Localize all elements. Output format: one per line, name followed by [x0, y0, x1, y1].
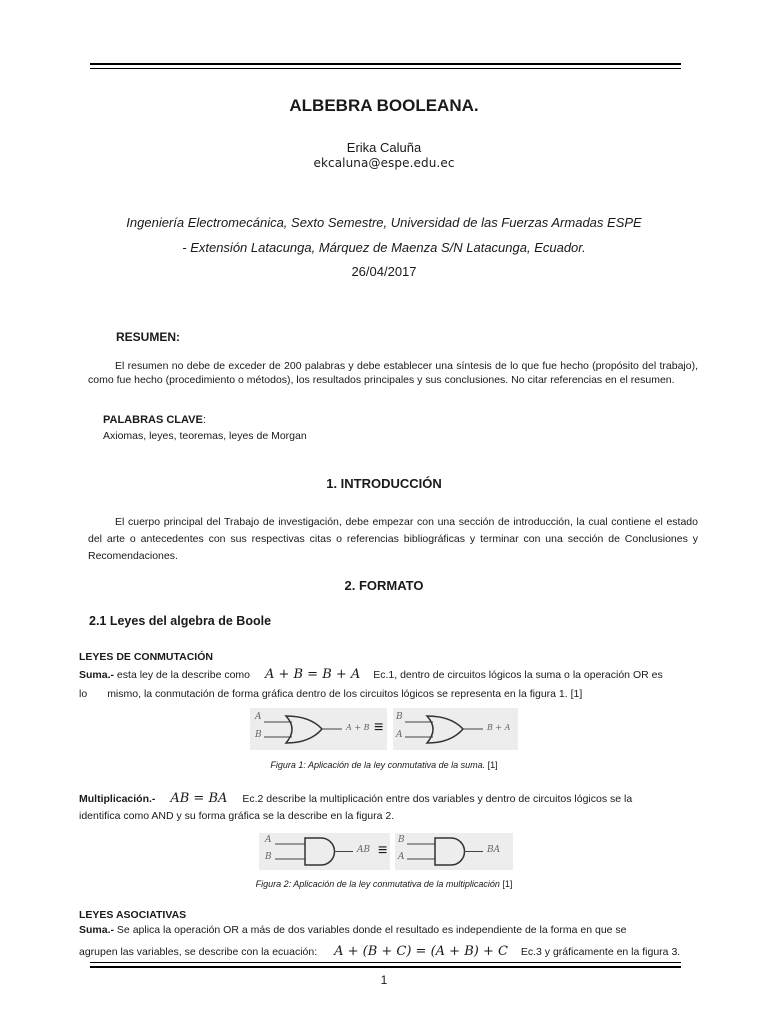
affiliation-line-1: Ingeniería Electromecánica, Sexto Semestre, Universidad de las Fuerzas Armadas ESPE: [126, 215, 642, 230]
suma-line-2b: mismo, la conmutación de forma gráfica dentro de los circuitos lógicos se representa en la figura 1. [1]: [107, 688, 583, 700]
fig1-left-in-b: B: [255, 730, 262, 740]
resumen-text: El resumen no debe de exceder de 200 palabras y debe establecer una síntesis de lo que fue hecho (propósito del trabajo), como fue hecho (procedimiento o métodos), los resultados principales y sus conclusiones. No citar referencias en el resumen.: [88, 360, 698, 386]
keywords-label: [103, 414, 206, 426]
keywords-value: Axiomas, leyes, teoremas, leyes de Morgan: [103, 430, 307, 442]
figure-1-right-gate: [393, 708, 518, 750]
asoc-suma-label: Suma.-: [79, 924, 115, 936]
and-gate-icon: [259, 833, 390, 870]
mult-text-1: Ec.2 describe la multiplicación entre dos variables y dentro de circuitos lógicos se la: [242, 793, 633, 805]
fig2-right-in-a: B: [398, 835, 405, 845]
paper-title: ALBEBRA BOOLEANA.: [289, 96, 479, 115]
asoc-suma-line-2: [79, 944, 680, 959]
asoc-suma-line-2b: Ec.3 y gráficamente en la figura 3.: [520, 946, 681, 958]
fig2-left-in-b: B: [265, 852, 272, 862]
fig1-right-out: B + A: [487, 723, 511, 732]
intro-text: El cuerpo principal del Trabajo de investigación, debe empezar con una sección de introducción, la cual contiene el estado del arte o antecedentes con sus respectivas citas o referencias bibliográficas y terminar con una sección de Conclusiones y Recomendaciones.: [88, 516, 698, 562]
affiliation-line-2: - Extensión Latacunga, Márquez de Maenza S/N Latacunga, Ecuador.: [182, 240, 586, 255]
asoc-suma-line-1: [79, 924, 627, 936]
fig2-right-out: BA: [487, 845, 501, 855]
fig1-equiv: ≡: [374, 719, 384, 736]
resumen-heading: RESUMEN:: [116, 330, 181, 344]
top-rule-thick: [90, 63, 681, 65]
intro-heading: 1. INTRODUCCIÓN: [326, 476, 442, 491]
figure-1-ref: [1]: [485, 760, 498, 770]
author-name: Erika Caluña: [346, 140, 422, 155]
suma-line-2: [79, 688, 582, 700]
fig1-right-in-b: A: [396, 730, 403, 740]
bottom-rule-thick: [90, 966, 681, 968]
page-number: 1: [380, 973, 388, 987]
bottom-rule-thin: [90, 962, 681, 963]
suma-line-2a: lo: [79, 688, 88, 700]
conmutacion-heading: LEYES DE CONMUTACIÓN: [79, 651, 213, 663]
equation-3: A + (B + C) = (A + B) + C: [334, 944, 508, 959]
fig2-left-out: AB: [357, 845, 371, 855]
figure-2-caption: [0, 879, 768, 889]
suma-text-2: Ec.1, dentro de circuitos lógicos la suma o la operación OR es: [373, 669, 663, 681]
mult-label: Multiplicación.-: [79, 793, 156, 805]
fig1-right-in-a: B: [396, 712, 403, 722]
asociativas-heading: LEYES ASOCIATIVAS: [79, 909, 187, 921]
suma-text-1: esta ley de la describe como: [114, 669, 251, 681]
figure-1-caption-text: Figura 1: Aplicación de la ley conmutativa de la suma.: [270, 760, 486, 770]
figure-1-caption: [0, 760, 768, 770]
figure-2-ref: [1]: [499, 879, 513, 889]
figure-2-left-gate: [259, 833, 390, 870]
fig1-left-in-a: A: [255, 712, 262, 722]
figure-2-right-gate: [395, 833, 513, 870]
suma-line-1: [79, 667, 663, 682]
fig1-left-out: A + B: [346, 723, 370, 732]
equation-1: A + B = B + A: [264, 667, 361, 682]
fig2-right-in-b: A: [398, 852, 405, 862]
figure-1-left-gate: [250, 708, 387, 750]
figure-2-caption-text: Figura 2: Aplicación de la ley conmutativa de la multiplicación: [255, 879, 500, 889]
mult-line-1: [79, 791, 632, 806]
suma-label: Suma.-: [79, 669, 115, 681]
keywords-label-text: PALABRAS CLAVE: [103, 414, 203, 426]
mult-line-2: identifica como AND y su forma gráfica se la describe en la figura 2.: [79, 810, 395, 822]
author-email: ekcaluna@espe.edu.ec: [313, 156, 455, 170]
asoc-suma-line-2a: agrupen las variables, se describe con la ecuación:: [79, 946, 318, 958]
equation-2: AB = BA: [170, 791, 228, 806]
asoc-suma-text-1: Se aplica la operación OR a más de dos variables donde el resultado es independiente de la forma en que se: [114, 924, 627, 936]
top-rule-thin: [90, 68, 681, 69]
fig2-left-in-a: A: [265, 835, 272, 845]
paper-date: 26/04/2017: [351, 264, 417, 279]
formato-heading: 2. FORMATO: [344, 578, 424, 593]
subsection-heading: 2.1 Leyes del algebra de Boole: [89, 614, 272, 628]
fig2-equiv: ≡: [378, 842, 388, 859]
keywords-colon: :: [202, 414, 206, 426]
